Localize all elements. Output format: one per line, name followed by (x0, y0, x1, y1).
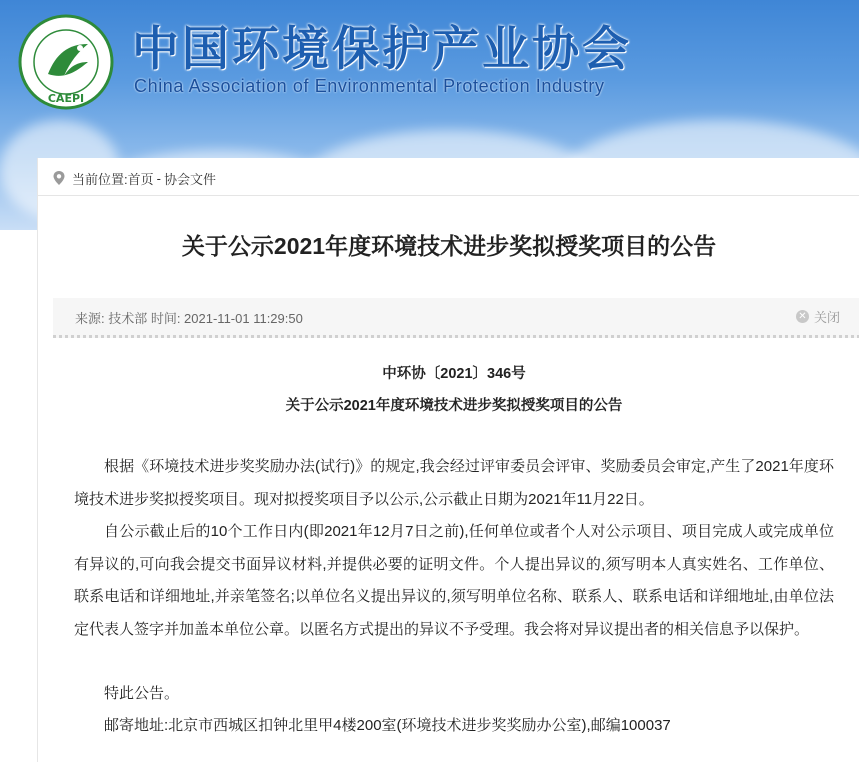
close-label: 关闭 (813, 310, 840, 325)
paragraph: 根据《环境技术进步奖奖励办法(试行)》的规定,我会经过评审委员会评审、奖励委员会审定,产生了2021年度环境技术进步奖拟授奖项目。现对拟授奖项目予以公示,公示截止日期为2021年11月22日。 (74, 458, 834, 508)
paragraph: 自公示截止后的10个工作日内(即2021年12月7日之前),任何单位或者个人对公示项目、项目完成人或完成单位有异议的,可向我会提交书面异议材料,并提供必要的证明文件。个人提出异议的,须写明本人真实姓名、工作单位、联系电话和详细地址,并亲笔签名;以单位名义提出异议的,须写明单位名称、联系人、联系电话和详细地址,由单位法定代表人签字并加盖本单位公章。以匿名方式提出的异议不予受理。我会将对异议提出者的相关信息予以保护。 (74, 523, 834, 638)
article-meta: 来源: 技术部 时间: 2021-11-01 11:29:50 (75, 311, 303, 326)
close-button[interactable] (796, 307, 840, 326)
content-panel (37, 158, 859, 762)
paragraph: 邮寄地址:北京市西城区扣钟北里甲4楼200室(环境技术进步奖奖励办公室),邮编100037 (104, 717, 671, 734)
breadcrumb-docs-link[interactable]: 协会文件 (163, 171, 216, 187)
article-title: 关于公示2021年度环境技术进步奖拟授奖项目的公告 (181, 233, 717, 259)
map-pin-icon (52, 170, 66, 186)
paragraph: 特此公告。 (104, 685, 180, 702)
breadcrumb-separator: - (156, 170, 161, 186)
breadcrumb-home-link[interactable]: 首页 (127, 171, 154, 187)
org-name-cn: 中国环境保护产业协会 (132, 22, 632, 77)
caepi-logo[interactable] (18, 14, 114, 110)
logo-text: CAEPI (47, 92, 85, 105)
divider (38, 195, 859, 196)
document-title: 关于公示2021年度环境技术进步奖拟授奖项目的公告 (285, 398, 623, 414)
org-name-en: China Association of Environmental Protection Industry (134, 76, 605, 96)
article-meta-bar (53, 298, 859, 338)
breadcrumb-label: 当前位置: (72, 171, 128, 187)
close-circle-icon: ✕ (796, 310, 809, 323)
document-number: 中环协〔2021〕346号 (382, 366, 526, 382)
breadcrumb (52, 168, 216, 188)
